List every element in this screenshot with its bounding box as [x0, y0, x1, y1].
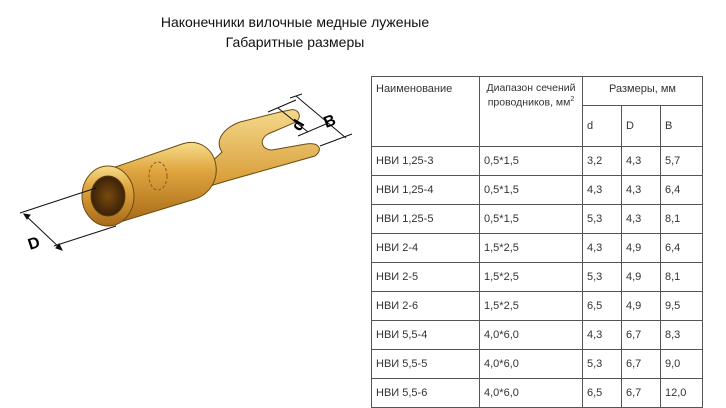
- cell-B: 9,0: [661, 350, 703, 379]
- dimension-B: [290, 94, 352, 146]
- header-sizes: Размеры, мм: [583, 77, 703, 106]
- header-d: d: [583, 106, 622, 147]
- cell-d: 5,3: [583, 205, 622, 234]
- cell-range: 4,0*6,0: [480, 321, 583, 350]
- label-B: B: [321, 111, 339, 132]
- cell-range: 0,5*1,5: [480, 176, 583, 205]
- cell-D: 4,3: [622, 147, 661, 176]
- cell-B: 6,4: [661, 234, 703, 263]
- cell-range: 0,5*1,5: [480, 205, 583, 234]
- cell-d: 5,3: [583, 263, 622, 292]
- cell-D: 6,7: [622, 379, 661, 408]
- cell-name: НВИ 2-5: [372, 263, 480, 292]
- cell-B: 5,7: [661, 147, 703, 176]
- cell-D: 4,9: [622, 263, 661, 292]
- table-row: [372, 234, 703, 263]
- cell-name: НВИ 1,25-5: [372, 205, 480, 234]
- cell-name: НВИ 5,5-5: [372, 350, 480, 379]
- cell-range: 1,5*2,5: [480, 234, 583, 263]
- insulated-barrel: [82, 142, 216, 226]
- header-D: D: [622, 106, 661, 147]
- cell-range: 1,5*2,5: [480, 263, 583, 292]
- page-subtitle: Габаритные размеры: [225, 34, 365, 50]
- table-row: [372, 176, 703, 205]
- label-D: D: [25, 234, 43, 254]
- cell-name: НВИ 1,25-3: [372, 147, 480, 176]
- cell-B: 8,3: [661, 321, 703, 350]
- header-range: Диапазон сечений проводников, $мм^2$: [480, 77, 583, 147]
- cell-D: 4,9: [622, 292, 661, 321]
- cell-d: 4,3: [583, 176, 622, 205]
- fork-terminal-drawing: [0, 80, 370, 280]
- cell-d: 6,5: [583, 292, 622, 321]
- page-title: Наконечники вилочные медные луженые: [160, 14, 430, 30]
- cell-D: 4,3: [622, 176, 661, 205]
- header-B: B: [661, 106, 703, 147]
- cell-name: НВИ 2-4: [372, 234, 480, 263]
- cell-D: 4,9: [622, 234, 661, 263]
- cell-name: НВИ 2-6: [372, 292, 480, 321]
- table-row: [372, 205, 703, 234]
- label-d: d: [288, 117, 309, 134]
- table-row: [372, 321, 703, 350]
- cell-D: 6,7: [622, 321, 661, 350]
- cell-d: 4,3: [583, 234, 622, 263]
- table-row: [372, 147, 703, 176]
- cell-D: 6,7: [622, 350, 661, 379]
- table-row: [372, 263, 703, 292]
- cell-name: НВИ 5,5-6: [372, 379, 480, 408]
- cell-range: 1,5*2,5: [480, 292, 583, 321]
- cell-d: 5,3: [583, 350, 622, 379]
- cell-range: 4,0*6,0: [480, 379, 583, 408]
- cell-B: 12,0: [661, 379, 703, 408]
- fork-plate: [205, 110, 319, 186]
- table-row: [372, 379, 703, 408]
- cell-B: 6,4: [661, 176, 703, 205]
- table-row: [372, 350, 703, 379]
- cell-B: 8,1: [661, 263, 703, 292]
- dimensions-table: [371, 76, 703, 408]
- cell-B: 9,5: [661, 292, 703, 321]
- header-name: Наименование: [372, 77, 480, 147]
- cell-B: 8,1: [661, 205, 703, 234]
- cell-range: 0,5*1,5: [480, 147, 583, 176]
- cell-D: 4,3: [622, 205, 661, 234]
- table-row: [372, 292, 703, 321]
- cell-d: 3,2: [583, 147, 622, 176]
- cell-d: 6,5: [583, 379, 622, 408]
- cell-name: НВИ 1,25-4: [372, 176, 480, 205]
- cell-name: НВИ 5,5-4: [372, 321, 480, 350]
- cell-range: 4,0*6,0: [480, 350, 583, 379]
- cell-d: 4,3: [583, 321, 622, 350]
